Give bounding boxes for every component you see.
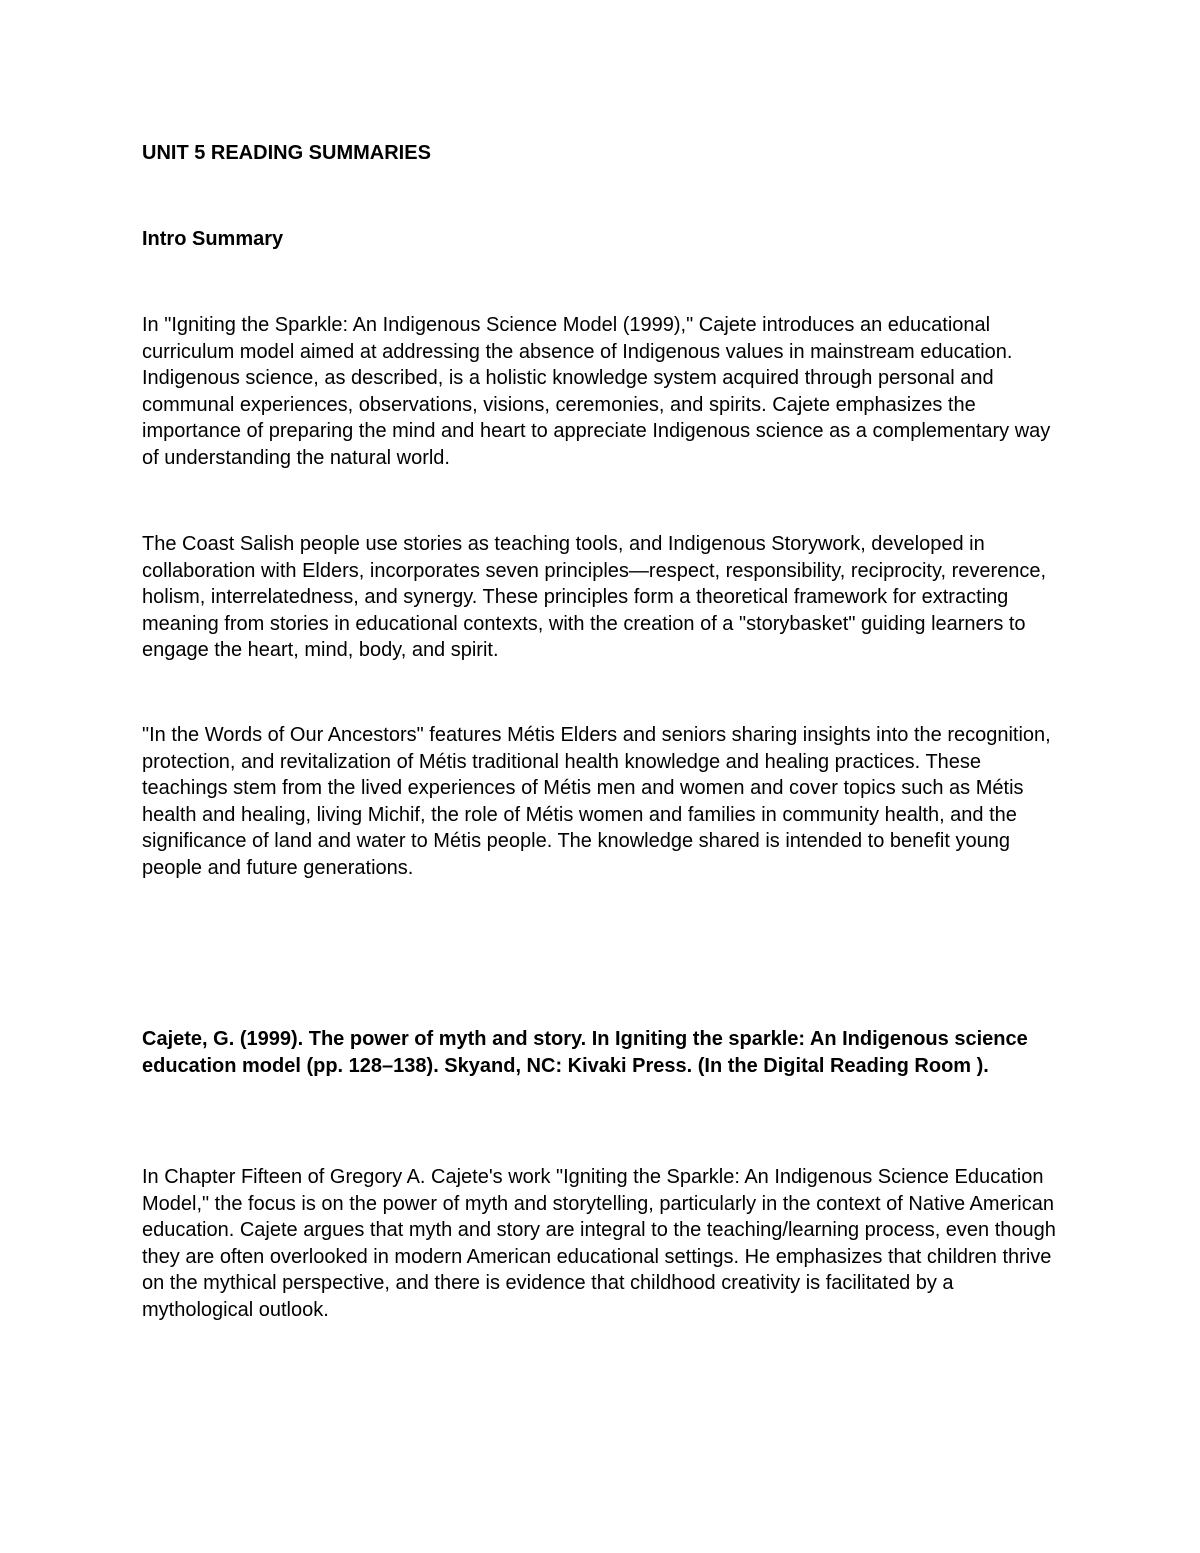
intro-summary-heading: Intro Summary bbox=[142, 228, 284, 250]
reading-citation: Cajete, G. (1999). The power of myth and story. In Igniting the sparkle: An Indigenous science education model (pp. 128–138). Skyand, NC: Kivaki Press. (In the Digital Reading Room ). bbox=[142, 1028, 1028, 1077]
intro-paragraph-coast-salish: The Coast Salish people use stories as teaching tools, and Indigenous Storywork, developed in collaboration with Elders, incorporates seven principles—respect, responsibility, reciprocity, reverence, holism, interrelatedness, and synergy. These principles form a theoretical framework for extracting meaning from stories in educational contexts, with the creation of a "storybasket" guiding learners to engage the heart, mind, body, and spirit. bbox=[142, 533, 1047, 662]
intro-paragraph-metis: "In the Words of Our Ancestors" features Métis Elders and seniors sharing insights into the recognition, protection, and revitalization of Métis traditional health knowledge and healing practices. These teachings stem from the lived experiences of Métis men and women and cover topics such as Métis health and healing, living Michif, the role of Métis women and families in community health, and the significance of land and water to Métis people. The knowledge shared is intended to benefit young people and future generations. bbox=[142, 724, 1051, 879]
document-title: UNIT 5 READING SUMMARIES bbox=[142, 142, 431, 164]
intro-paragraph-cajete: In "Igniting the Sparkle: An Indigenous Science Model (1999)," Cajete introduces an educational curriculum model aimed at addressing the absence of Indigenous values in mainstream education. Indigenous science, as described, is a holistic knowledge system acquired through personal and communal experiences, observations, visions, ceremonies, and spirits. Cajete emphasizes the importance of preparing the mind and heart to appreciate Indigenous science as a complementary way of understanding the natural world. bbox=[142, 314, 1051, 469]
chapter-summary-paragraph: In Chapter Fifteen of Gregory A. Cajete's work "Igniting the Sparkle: An Indigenous Science Education Model," the focus is on the power of myth and storytelling, particularly in the context of Native American education. Cajete argues that myth and story are integral to the teaching/learning process, even though they are often overlooked in modern American educational settings. He emphasizes that children thrive on the mythical perspective, and there is evidence that childhood creativity is facilitated by a mythological outlook. bbox=[142, 1166, 1056, 1321]
